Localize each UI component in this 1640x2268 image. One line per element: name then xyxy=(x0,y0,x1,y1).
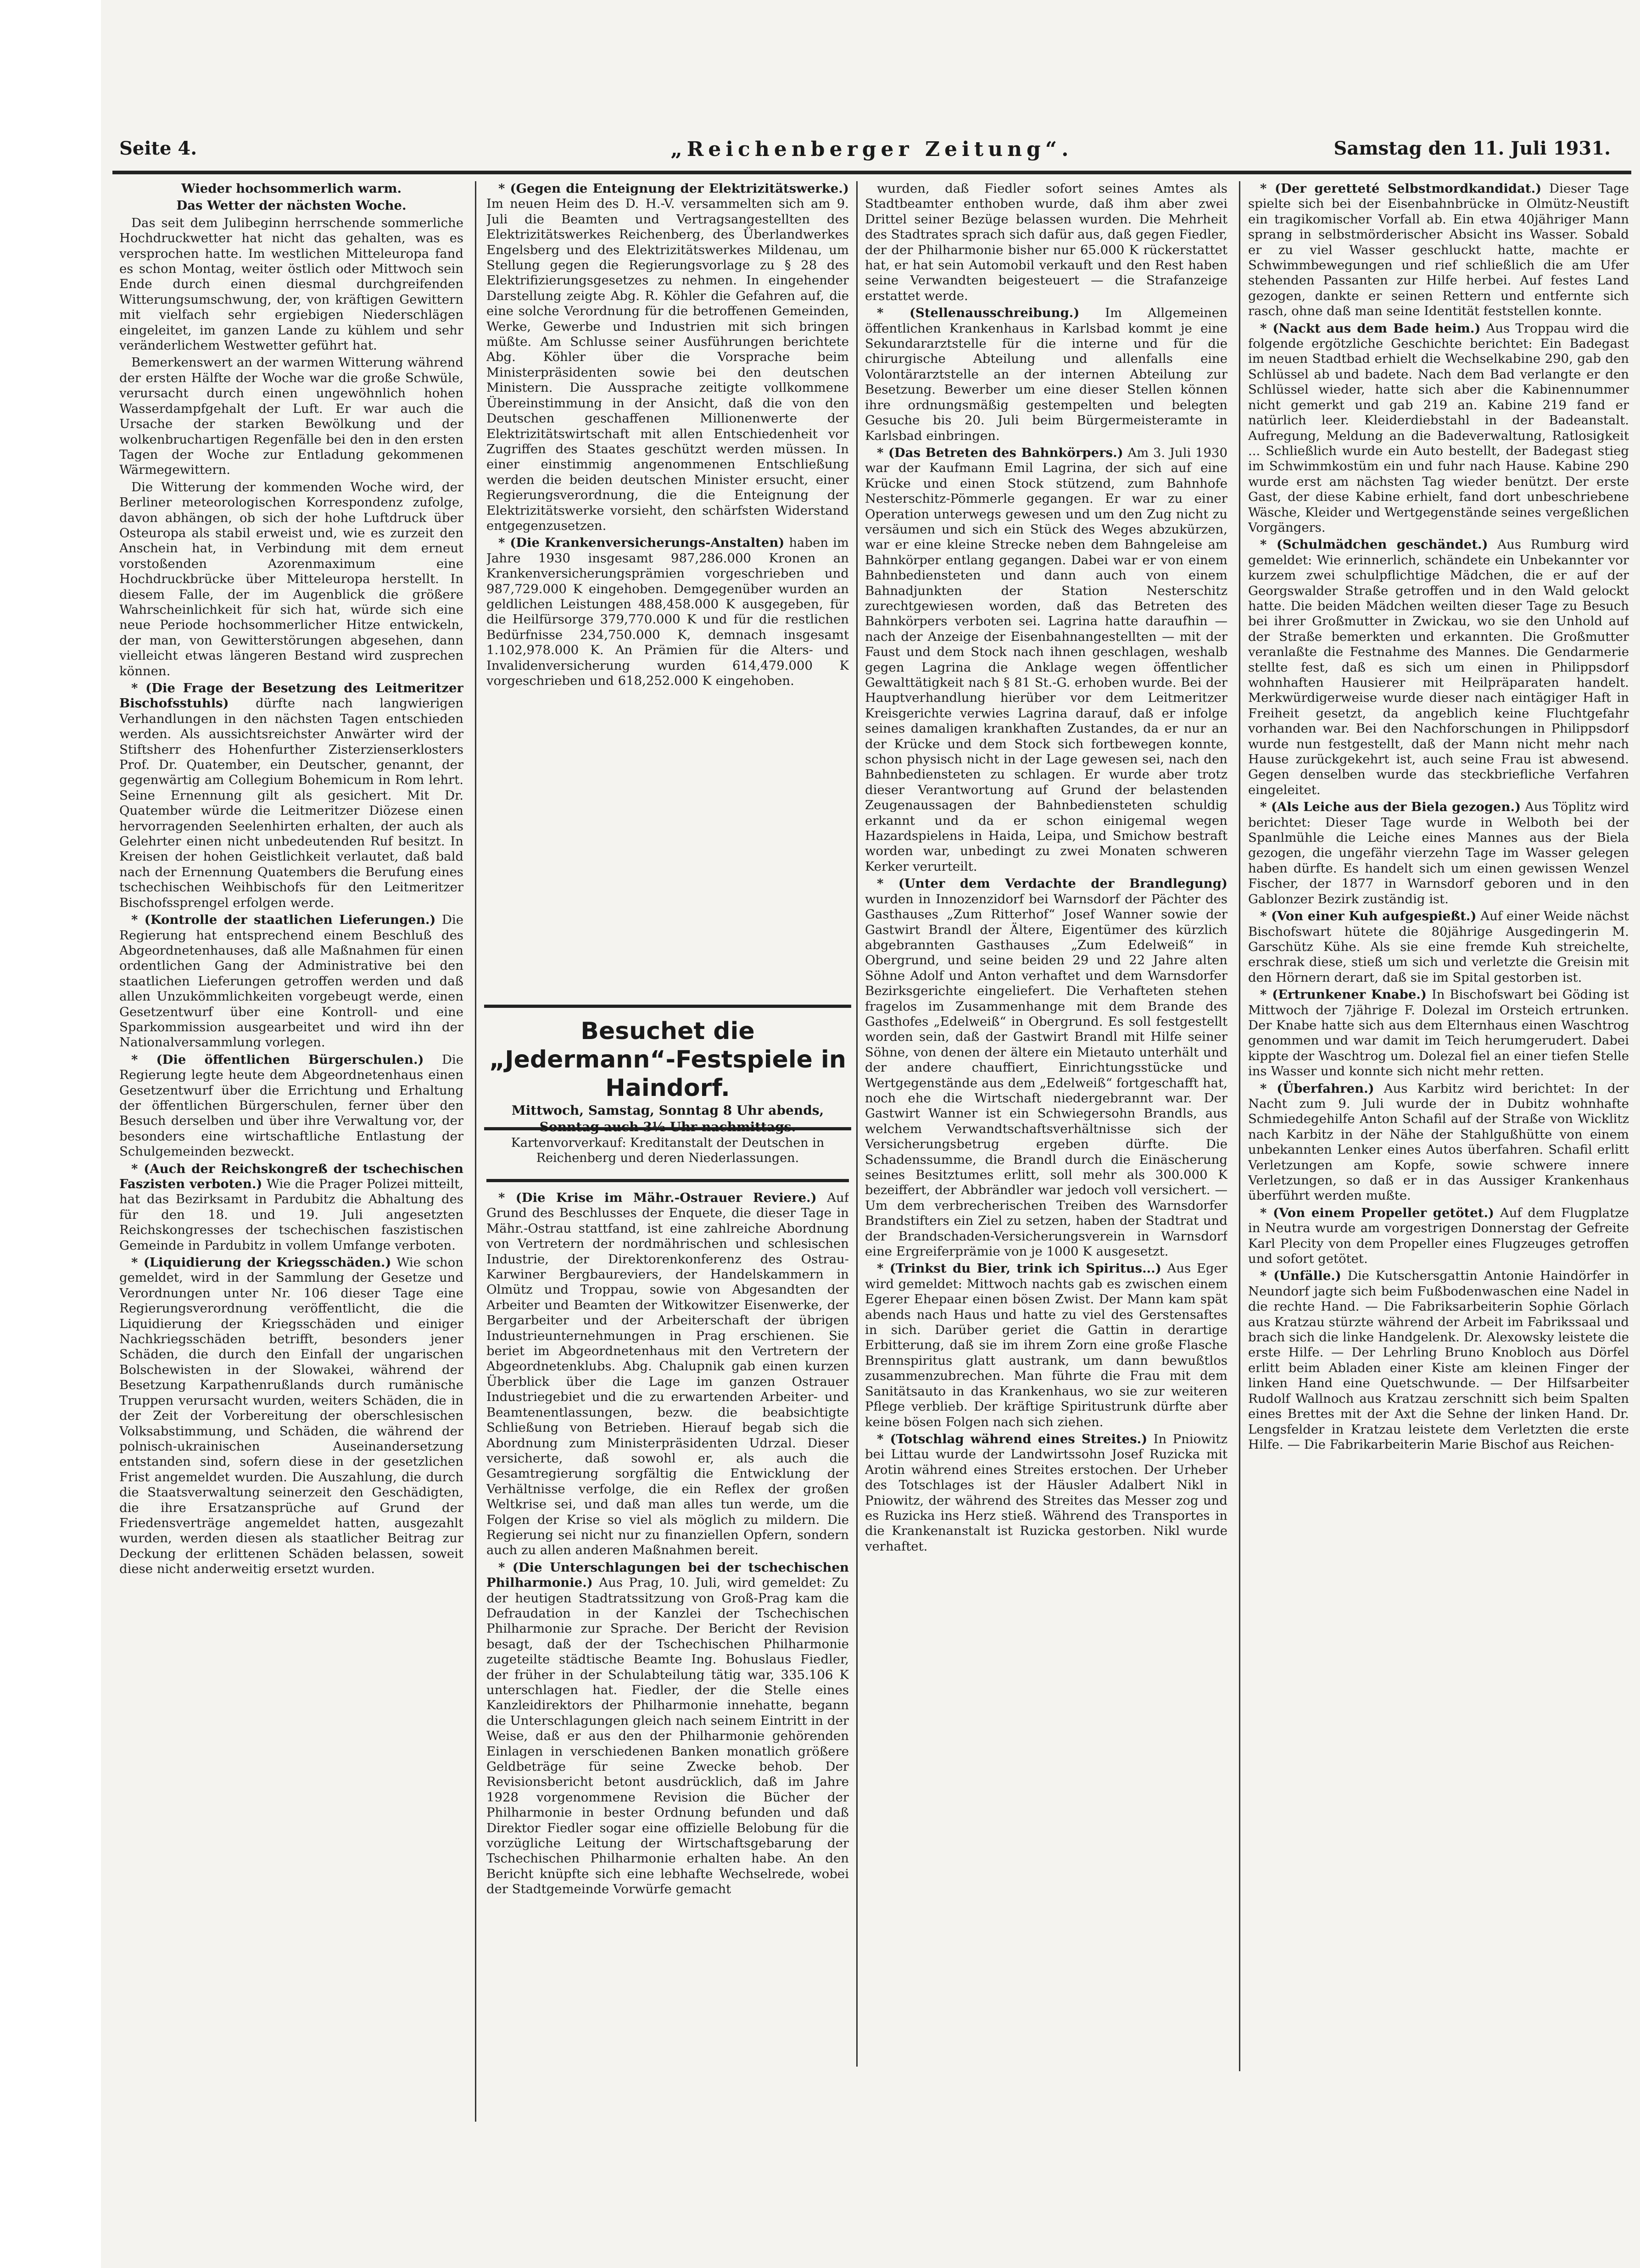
article-body: wurden in Innozenzidorf bei Warnsdorf der Pächter des Gasthauses „Zum Ritterhof“ Josef Wanner sowie der Gastwirt Brandl der Ältere, Eigentümer des kürzlich abgebrannten Gasthauses „Zum Edelweiß“ in Obergrund, und seine beiden 29 und 22 Jahre alten Söhne Adolf und Anton verhaftet und dem Warnsdorfer Bezirksgerichte eingeliefert. Die Verhafteten stehen fragelos im Zusammenhange mit dem Brande des Gasthofes „Edelweiß“ in Obergrund. Es soll festgestellt worden sein, daß der Gastwirt Brandl mit Hilfe seiner Söhne, von denen der ältere ein Mietauto unterhält und der andere chauffiert, Einrichtungsstücke und Wertgegenstände aus dem „Edelweiß“ fortgeschafft hat, noch ehe die Wirtschaft niedergebrannt war. Der Gastwirt Wanner ist ein Schwiegersohn Brandls, aus welchem Verwandtschaftsverhältnisse sich der Versicherungsbetrug ergeben dürfte. Die Schadenssumme, die Brandl durch die Einäscherung seines Besitztumes erlitt, soll mehr als 300.000 K bezeiffert, der Abbrändler war jedoch voll versichert. — Um dem verbrecherischen Treiben des Warnsdorfer Brandstifters ein Ziel zu setzen, haben der Stadtrat und der Brandschaden-Versicherungsverein in Warnsdorf eine Ergreiferprämie von je 1000 K ausgesetzt. xyxy=(865,891,1227,1259)
article-body: Wie schon gemeldet, wird in der Sammlung der Gesetze und Verordnungen unter Nr. 106 dieser Tage eine Regierungsverordnung veröffentlicht, die die Liquidierung der Kriegsschäden und einiger Nachkriegsschäden betrifft, besonders jener Schäden, die durch den Einfall der ungarischen Bolschewisten in der Slowakei, während der Besetzung Karpathenrußlands durch rumänische Truppen verursacht wurden, weiters Schäden, die in der Zeit der Vorbereitung der oberschlesischen Volksabstimmung, und Schäden, die während der polnisch-ukrainischen Auseinandersetzung entstanden sind, sofern diese in der gesetzlichen Frist angemeldet wurden. Die Auszahlung, die durch die Staatsverwaltung seinerzeit den Geschädigten, die ihre Ersatzansprüche auf Grund der Friedensverträge angemeldet hatten, ausgezahlt wurden, werden diesen als staatlicher Beitrag zur Deckung der erlittenen Schäden belassen, soweit diese nicht anderweitig ersetzt wurden. xyxy=(119,1255,463,1577)
article-headline: * (Die Unterschlagungen bei der tschechischen Philharmonie.) xyxy=(486,1560,849,1590)
article-paragraph xyxy=(865,1432,1227,1554)
article-headline: * (Unfälle.) xyxy=(1260,1268,1341,1284)
article-body: Auf dem Flugplatze in Neutra wurde am vorgestrigen Donnerstag der Gefreite Karl Plecity von dem Propeller eines Flugzeuges getroffen und sofort getötet. xyxy=(1248,1205,1629,1267)
article-headline: * (Schulmädchen geschändet.) xyxy=(1260,537,1488,552)
article-body: wurden, daß Fiedler sofort seines Amtes als Stadtbeamter enthoben wurde, daß ihm aber zwei Drittel seiner Bezüge belassen wurden. Die Mehrheit des Stadtrates sprach sich dafür aus, daß gegen Fiedler, der der Philharmonie bisher nur 65.000 K rückerstattet hat, er hat sein Automobil verkauft und den Rest haben seine Verwandten beigesteuert — die Strafanzeige erstattet werde. xyxy=(865,181,1227,303)
article-body: dürfte nach langwierigen Verhandlungen in den nächsten Tagen entschieden werden. Als aussichtsreichster Anwärter wird der Stiftsherr des Hohenfurther Zisterzienserklosters Prof. Dr. Quatember, ein Deutscher, genannt, der gegenwärtig am Collegium Bohemicum in Rom lehrt. Seine Ernennung gilt als gesichert. Mit Dr. Quatember würde die Leitmeritzer Diözese einen hervorragenden Seelenhirten erhalten, der auch als Gelehrter einen nicht unbedeutenden Ruf besitzt. In Kreisen der hohen Geistlichkeit verlautet, daß bald nach der Ernennung Quatembers die Berufung eines tschechischen Weihbischofs für den Leitmeritzer Bischofssprengel erfolgen werde. xyxy=(119,696,463,910)
article-headline: * (Ertrunkener Knabe.) xyxy=(1260,987,1427,1002)
column-2-lower xyxy=(486,1190,849,2064)
article-paragraph xyxy=(486,1560,849,1897)
article-body: Die Regierung hat entsprechend einem Beschluß des Abgeordnetenhauses, daß alle Maßnahmen für einen ordentlichen Gang der Administrative bei den staatlichen Lieferungen getroffen werden und daß allen Unzukömmlichkeiten vorgebeugt werde, einen Gesetzentwurf über eine Kontroll- und eine Sparkommission ausgearbeitet und wird ihn der Nationalversammlung vorlegen. xyxy=(119,912,463,1050)
article-paragraph xyxy=(865,306,1227,444)
article-headline: * (Kontrolle der staatlichen Lieferungen.) xyxy=(131,912,436,928)
article-body: Dieser Tage spielte sich bei der Eisenbahnbrücke in Olmütz-Neustift ein tragikomischer Vorfall ab. Ein etwa 40jähriger Mann sprang in selbstmörderischer Absicht ins Wasser. Sobald er zu viel Wasser geschluckt hatte, machte er Schwimmbewegungen und rief schließlich die am Ufer stehenden Passanten zur Hilfe herbei. Auf festes Land gezogen, dankte er seinen Rettern und entfernte sich rasch, ohne daß man seine Identität feststellen konnte. xyxy=(1248,181,1629,319)
article-body: Die Witterung der kommenden Woche wird, der Berliner meteorologischen Korrespondenz zufolge, davon abhängen, ob sich der hohe Luftdruck über Osteuropa als stabil erweist und, wie es zurzeit den Anschein hat, in Verbindung mit dem erneut vorstoßenden Azorenmaximum eine Hochdruckbrücke über Mitteleuropa herstellt. In diesem Falle, der im Augenblick die größere Wahrscheinlichkeit für sich hat, würde sich eine neue Periode hochsommerlicher Hitze entwickeln, der man, von Gewitterstörungen abgesehen, dann vielleicht etwas längeren Bestand wird zusprechen können. xyxy=(119,479,463,678)
article-paragraph xyxy=(865,1261,1227,1429)
column-divider xyxy=(475,181,476,2122)
article-headline: * (Von einem Propeller getötet.) xyxy=(1260,1205,1495,1220)
article-body: Aus Prag, 10. Juli, wird gemeldet: Zu der heutigen Stadtratssitzung von Groß-Prag kam die Defraudation in der Kanzlei der Tschechischen Philharmonie zur Sprache. Der Bericht der Revision besagt, daß der der Tschechischen Philharmonie zugeteilte städtische Beamte Ing. Bohuslaus Fiedler, der früher in der Schulabteilung tätig war, 335.106 K unterschlagen hat. Fiedler, der die Stelle eines Kanzleidirektors der Philharmonie innehatte, begann die Unterschlagungen gleich nach seinem Eintritt in der Weise, daß er aus den der Philharmonie gehörenden Einlagen in verschiedenen Banken monatlich größere Geldbeträge für seine Zwecke behob. Der Revisionsbericht betont ausdrücklich, daß im Jahre 1928 vorgenommene Revision die Bücher der Philharmonie in bester Ordnung befunden und daß Direktor Fiedler sogar eine offizielle Belobung für die vorzügliche Leitung der Wirtschaftsgebarung der Tschechischen Philharmonie erhalten habe. An den Bericht knüpfte sich eine lebhafte Wechselrede, wobei der Stadtgemeinde Vorwürfe gemacht xyxy=(486,1575,849,1897)
column-3 xyxy=(865,181,1227,2071)
article-paragraph xyxy=(1248,1268,1629,1452)
article-headline: * (Unter dem Verdachte der Brandlegung) xyxy=(877,876,1227,891)
article-body: Die Kutschersgattin Antonie Haindörfer in Neundorf jagte sich beim Fußbodenwaschen eine Nadel in die rechte Hand. — Die Fabriksarbeiterin Sophie Görlach aus Kratzau stürzte während der Arbeit im Fabrikssaal und brach sich die linke Handgelenk. Dr. Alexowsky leistete die erste Hilfe. — Der Lehrling Bruno Knobloch aus Dörfel erlitt beim Abladen einer Kiste am kleinen Finger der linken Hand eine Quetschwunde. — Der Hilfsarbeiter Rudolf Wallnoch aus Kratzau zerschnitt sich beim Spalten eines Brettes mit der Axt die Sehne der linken Hand. Dr. Lengsfelder in Kratzau leistete dem Verletzten die erste Hilfe. — Die Fabrikarbeiterin Marie Bischof aus Reichen- xyxy=(1248,1268,1629,1452)
article-paragraph xyxy=(119,681,463,911)
article-paragraph xyxy=(119,216,463,354)
article-paragraph xyxy=(1248,987,1629,1079)
article-paragraph xyxy=(119,1255,463,1577)
article-paragraph xyxy=(1248,909,1629,985)
article-paragraph xyxy=(865,876,1227,1259)
article-headline: * (Stellenausschreibung.) xyxy=(877,306,1080,321)
article-body: Im neuen Heim des D. H.-V. versammelten sich am 9. Juli die Beamten und Vertragsangestellten des Elektrizitätswerkes Reichenberg, des Überlandwerkes Engelsberg und des Elektrizitätswerkes Mildenau, um Stellung gegen die Regierungsvorlage zu § 28 des Elektrifizierungsgesetzes zu nehmen. In eingehender Darstellung zeigte Abg. R. Köhler die Gefahren auf, die eine solche Verordnung für die betroffenen Gemeinden, Werke, Gewerbe und Industrien mit sich bringen müßte. Am Schlusse seiner Ausführungen berichtete Abg. Köhler über die Vorsprache beim Ministerpräsidenten sowie bei den deutschen Ministern. Die Aussprache zeitigte vollkommene Übereinstimmung in der Ansicht, daß die von den Deutschen geschaffenen Millionenwerte der Elektrizitätswirtschaft mit allen Entschiedenheit vor Zugriffen des Staates geschützt werden müssen. In einer einstimmig angenommenen Entschließung werden die beiden deutschen Minister ersucht, einer Regierungsverordnung, die die Enteignung der Elektrizitätswerke vorsieht, den schärfsten Widerstand entgegenzusetzen. xyxy=(486,196,849,533)
article-headline: * (Überfahren.) xyxy=(1260,1081,1374,1096)
page-number: Seite 4. xyxy=(119,138,197,159)
article-headline: * (Das Betreten des Bahnkörpers.) xyxy=(877,445,1123,460)
article-body: Aus Rumburg wird gemeldet: Wie erinnerlich, schändete ein Unbekannter vor kurzem zwei schulpflichtige Mädchen, die er auf der Georgswalder Straße getroffen und in den Wald gelockt hatte. Die beiden Mädchen weilten dieser Tage zu Besuch bei ihrer Großmutter in Zwickau, wo sie den Unhold auf der Straße bemerkten und erkannten. Die Großmutter veranlaßte die Festnahme des Mannes. Die Gendarmerie stellte fest, daß es sich um einen in Philippsdorf wohnhaften Hausierer mit Heilpräparaten handelt. Merkwürdigerweise wurde dieser nach eintägiger Haft in Freiheit gesetzt, da angeblich keine Fluchtgefahr vorhanden war. Bei den Nachforschungen in Philippsdorf wurde nun festgestellt, daß der Mann nicht mehr nach Hause zurückgekehrt ist, auch seine Frau ist abwesend. Gegen denselben wurde das steckbriefliche Verfahren eingeleitet. xyxy=(1248,537,1629,797)
article-headline: * (Von einer Kuh aufgespießt.) xyxy=(1260,909,1477,924)
article-paragraph xyxy=(119,912,463,1051)
section-rule xyxy=(486,1179,849,1182)
article-headline: * (Die öffentlichen Bürgerschulen.) xyxy=(131,1052,424,1067)
article-body: Aus Töplitz wird berichtet: Dieser Tage wurde in Welboth bei der Spanlmühle die Leiche eines Mannes aus der Biela gezogen, die ungefähr vierzehn Tage im Wasser gelegen haben dürfte. Es handelt sich um einen gewissen Wenzel Fischer, der 1877 in Warnsdorf geboren und in den Gablonzer Bezirk zuständig ist. xyxy=(1248,800,1629,906)
article-paragraph xyxy=(119,1162,463,1253)
article-body: In Bischofswart bei Göding ist Mittwoch der 7jährige F. Dolezal im Orsteich ertrunken. Der Knabe hatte sich aus dem Elternhaus einen Waschtrog genommen und war damit im Teich herumgerudert. Dabei kippte der Waschtrog um. Dolezal fiel an einer tiefen Stelle ins Wasser und konnte sich nicht mehr retten. xyxy=(1248,987,1629,1079)
issue-date: Samstag den 11. Juli 1931. xyxy=(1333,138,1611,159)
article-paragraph xyxy=(119,355,463,478)
article-paragraph xyxy=(1248,800,1629,907)
column-2 xyxy=(486,181,849,1002)
festival-advertisement xyxy=(484,1005,851,1165)
article-body: Das seit dem Julibeginn herrschende sommerliche Hochdruckwetter hat nicht das gehalten, was es versprochen hatte. Im westlichen Mitteleuropa fand es schon Montag, weiter östlich oder Mittwoch sein Ende durch einen diesmal durchgreifenden Witterungsumschwung, der, von kräftigen Gewittern mit vielfach sehr ergiebigen Niederschlägen eingeleitet, im ganzen Lande zu kühlem und sehr veränderlichem Westwetter geführt hat. xyxy=(119,215,463,353)
column-divider xyxy=(856,181,858,2067)
article-paragraph xyxy=(486,181,849,534)
column-divider xyxy=(1239,181,1240,2071)
advert-times: Mittwoch, Samstag, Sonntag 8 Uhr abends, Sonntag auch 3½ Uhr nachmittags. xyxy=(511,1103,824,1134)
article-paragraph xyxy=(1248,1081,1629,1204)
advert-ticket-info: Kartenvorverkauf: Kreditanstalt der Deutschen in Reichenberg und deren Niederlassungen. xyxy=(511,1136,825,1165)
article-headline: * (Die Krise im Mähr.-Ostrauer Reviere.) xyxy=(498,1190,817,1205)
article-headline: * (Auch der Reichskongreß der tschechischen Faszisten verboten.) xyxy=(119,1161,463,1191)
article-headline: * (Nackt aus dem Bade heim.) xyxy=(1260,321,1481,336)
article-paragraph xyxy=(119,1052,463,1160)
article-paragraph xyxy=(486,1190,849,1558)
advert-title: Besuchet die „Jedermann“-Festspiele in Haindorf. xyxy=(489,1017,846,1102)
article-headline: * (Der geretteté Selbstmordkandidat.) xyxy=(1260,181,1542,196)
article-body: Auf einer Weide nächst Bischofswart hütete die 80jährige Ausgedingerin M. Garschütz Kühe. Als sie eine fremde Kuh streichelte, erschrak diese, stieß um sich und verletzte die Greisin mit den Hörnern derart, daß sie im Spital gestorben ist. xyxy=(1248,909,1629,985)
article-paragraph xyxy=(865,181,1227,304)
article-body: Am 3. Juli 1930 war der Kaufmann Emil Lagrina, der sich auf eine Krücke und einen Stock stützend, zum Bahnhofe Nesterschitz-Pömmerle gegangen. Er war zu einer Operation unterwegs gewesen und um den Zug nicht zu versäumen und sich ein Stück des Weges abzukürzen, war er eine kleine Strecke neben dem Bahngeleise am Bahnkörper entlang gegangen. Dabei war er von einem Bahnbediensteten und dann auch von einem Bahnadjunkten der Station Nesterschitz zurechtgewiesen worden, daß das Betreten des Bahnkörpers verboten sei. Lagrina hatte daraufhin — nach der Anzeige der Eisenbahnangestellten — mit der Faust und dem Stock nach ihnen geschlagen, weshalb gegen Lagrina die Anklage wegen öffentlicher Gewalttätigkeit nach § 81 St.-G. erhoben wurde. Bei der Hauptverhandlung hierüber vor dem Leitmeritzer Kreisgerichte verwies Lagrina darauf, daß er infolge seines damaligen krankhaften Zustandes, da er nur an der Krücke und dem Stock sich fortbewegen konnte, schon physisch nicht in der Lage gewesen sei, nach den Bahnbediensteten zu schlagen. Er wurde aber trotz dieser Verantwortung auf Grund der belastenden Zeugenaussagen der Bahnbediensteten schuldig erkannt und da er schon einigemal wegen Hazardspielens in Haida, Leipa, und Smichow bestraft worden war, unbedingt zu zwei Monaten schweren Kerker verurteilt. xyxy=(865,445,1227,874)
article-paragraph xyxy=(486,535,849,689)
article-paragraph xyxy=(1248,1206,1629,1267)
article-headline: * (Als Leiche aus der Biela gezogen.) xyxy=(1260,800,1521,815)
article-body: Aus Troppau wird die folgende ergötzliche Geschichte berichtet: Ein Badegast im neuen Stadtbad erhielt die Wechselkabine 290, gab den Schlüssel ab und badete. Nach dem Bad verlangte er den Schlüssel wieder, hatte sich aber die Kabinennummer nicht gemerkt und gab 219 an. Kabine 219 fand er natürlich leer. Kleiderdiebstahl in der Badeanstalt. Aufregung, Meldung an die Badeverwaltung, Ratlosigkeit ... Schließlich wurde ein Auto bestellt, der Badegast stieg im Schwimmkostüm ein und fuhr nach Hause. Kabine 290 wurde erst am nächsten Tag wieder benützt. Der erste Gast, der diese Kabine erhielt, fand dort unbeschriebene Wäsche, Kleider und Wertgegenstände seines vergeßlichen Vorgängers. xyxy=(1248,321,1629,535)
article-body: Auf Grund des Beschlusses der Enquete, die dieser Tage in Mähr.-Ostrau stattfand, ist eine zahlreiche Abordnung von Vertretern der nordmährischen und schlesischen Industrie, der Direktorenkonferenz des Ostrau-Karwiner Bergbaureviers, der Handelskammern in Olmütz und Troppau, sowie von Abgesandten der Arbeiter und Beamten der Witkowitzer Eisenwerke, der Bergarbeiter und der Arbeiterschaft der übrigen Industrieunternehmungen in Prag erschienen. Sie beriet im Abgeordnetenhaus mit den Vertretern der Abgeordnetenklubs. Abg. Chalupnik gab einen kurzen Überblick über die Lage im ganzen Ostrauer Industriegebiet und die zu erwartenden Arbeiter- und Beamtenentlassungen, bezw. die beabsichtigte Schließung von Betrieben. Hierauf begab sich die Abordnung zum Ministerpräsidenten Udrzal. Dieser versicherte, daß sowohl er, als auch die Gesamtregierung sorgfältig die Entwicklung der Verhältnisse verfolge, die ein Reflex der großen Weltkrise sei, und daß man alles tun werde, um die Folgen der Krise so viel als möglich zu mildern. Die Regierung sei nicht nur zu finanziellen Opfern, sondern auch zu allen anderen Maßnahmen bereit. xyxy=(486,1190,849,1558)
article-body: Aus Eger wird gemeldet: Mittwoch nachts gab es zwischen einem Egerer Ehepaar einen bösen Zwist. Der Mann kam spät abends nach Haus und hatte zu viel des Gerstensaftes in sich. Darüber geriet die Gattin in derartige Erbitterung, daß sie im ihrem Zorn eine große Flasche Brennspiritus glatt austrank, um dann bewußtlos zusammenzubrechen. Man führte die Frau mit dem Sanitätsauto in das Krankenhaus, wo sie zur weiteren Pflege verblieb. Der kräftige Spiritustrunk dürfte aber keine bösen Folgen nach sich ziehen. xyxy=(865,1261,1227,1429)
article-paragraph xyxy=(1248,537,1629,798)
article-body: Aus Karbitz wird berichtet: In der Nacht zum 9. Juli wurde der in Dubitz wohnhafte Schmiedegehilfe Anton Schafil auf der Straße von Wicklitz nach Karbitz in der Nähe der Stahlgußhütte von einem unbekannten Lenker eines Autos überfahren. Schafil erlitt Verletzungen am Kopfe, sowie schwere innere Verletzungen, so daß er in das Aussiger Krankenhaus überführt werden mußte. xyxy=(1248,1081,1629,1203)
article-headline: * (Totschlag während eines Streites.) xyxy=(877,1431,1148,1446)
column-4 xyxy=(1248,181,1629,2067)
article-body: Die Regierung legte heute dem Abgeordnetenhaus einen Gesetzentwurf über die Errichtung und Erhaltung der öffentlichen Bürgerschulen, ferner über den Besuch derselben und über ihre Verwaltung vor, der besonders eine wirtschaftliche Entlastung der Schulgemeinden bezweckt. xyxy=(119,1052,463,1159)
article-body: haben im Jahre 1930 insgesamt 987,286.000 Kronen an Krankenversicherungsprämien vorgeschrieben und 987,729.000 K eingehoben. Demgegenüber wurden an geldlichen Leistungen 488,458.000 K ausgegeben, für die Heilfürsorge 379,770.000 K und für die restlichen Bedürfnisse 234,750.000 K, demnach insgesamt 1.102,978.000 K. An Prämien für die Alters- und Invalidenversicherung wurden 614,479.000 K vorgeschrieben und 618,252.000 K eingehoben. xyxy=(486,535,849,688)
page-header xyxy=(119,138,1624,170)
article-headline: * (Die Krankenversicherungs-Anstalten) xyxy=(498,535,785,550)
article-paragraph xyxy=(119,480,463,679)
column-1 xyxy=(119,181,463,2122)
article-body: Bemerkenswert an der warmen Witterung während der ersten Hälfte der Woche war die große Schwüle, verursacht durch einen ungewöhnlich hohen Wasserdampfgehalt der Luft. Er war auch die Ursache der starken Bewölkung und der wolkenbruchartigen Regenfälle bei den in den ersten Tagen der Woche zur Entladung gekommenen Wärmegewittern. xyxy=(119,355,463,478)
article-heading: Das Wetter der nächsten Woche. xyxy=(176,198,407,213)
article-body: Wie die Prager Polizei mitteilt, hat das Bezirksamt in Pardubitz die Abhaltung des für den 18. und 19. Juli angesetzten Reichskongresses der tschechischen faszistischen Gemeinde in Pardubitz in vollem Umfange verboten. xyxy=(119,1177,463,1253)
article-body: In Pniowitz bei Littau wurde der Landwirtssohn Josef Ruzicka mit Arotin während eines Streites erstochen. Der Urheber des Totschlages ist der Häusler Adalbert Nikl in Pniowitz, der während des Streites das Messer zog und es Ruzicka ins Herz stieß. Während des Transportes in die Krankenanstalt ist Ruzicka gestorben. Nikl wurde verhaftet. xyxy=(865,1431,1227,1554)
article-headline: * (Trinkst du Bier, trink ich Spiritus...) xyxy=(877,1261,1161,1276)
article-headline: * (Gegen die Enteignung der Elektrizitätswerke.) xyxy=(498,181,849,196)
article-body: Im Allgemeinen öffentlichen Krankenhaus in Karlsbad kommt je eine Sekundararztstelle für die interne und für die chirurgische Abteilung und allenfalls eine Volontärarztstelle an der internen Abteilung zur Besetzung. Bewerber um eine dieser Stellen können ihre ordnungsmäßig gestempelten und belegten Gesuche bis 20. Juli beim Bürgermeisteramte in Karlsbad einbringen. xyxy=(865,306,1227,443)
left-margin xyxy=(0,0,101,2268)
article-headline: * (Die Frage der Besetzung des Leitmeritzer Bischofsstuhls) xyxy=(119,681,463,711)
article-paragraph xyxy=(865,445,1227,874)
header-rule xyxy=(112,171,1631,174)
newspaper-title: „Reichenberger Zeitung“. xyxy=(670,138,1073,161)
article-paragraph xyxy=(1248,181,1629,319)
article-paragraph xyxy=(1248,321,1629,536)
article-headline: * (Liquidierung der Kriegsschäden.) xyxy=(131,1255,391,1270)
article-heading: Wieder hochsommerlich warm. xyxy=(181,181,402,196)
